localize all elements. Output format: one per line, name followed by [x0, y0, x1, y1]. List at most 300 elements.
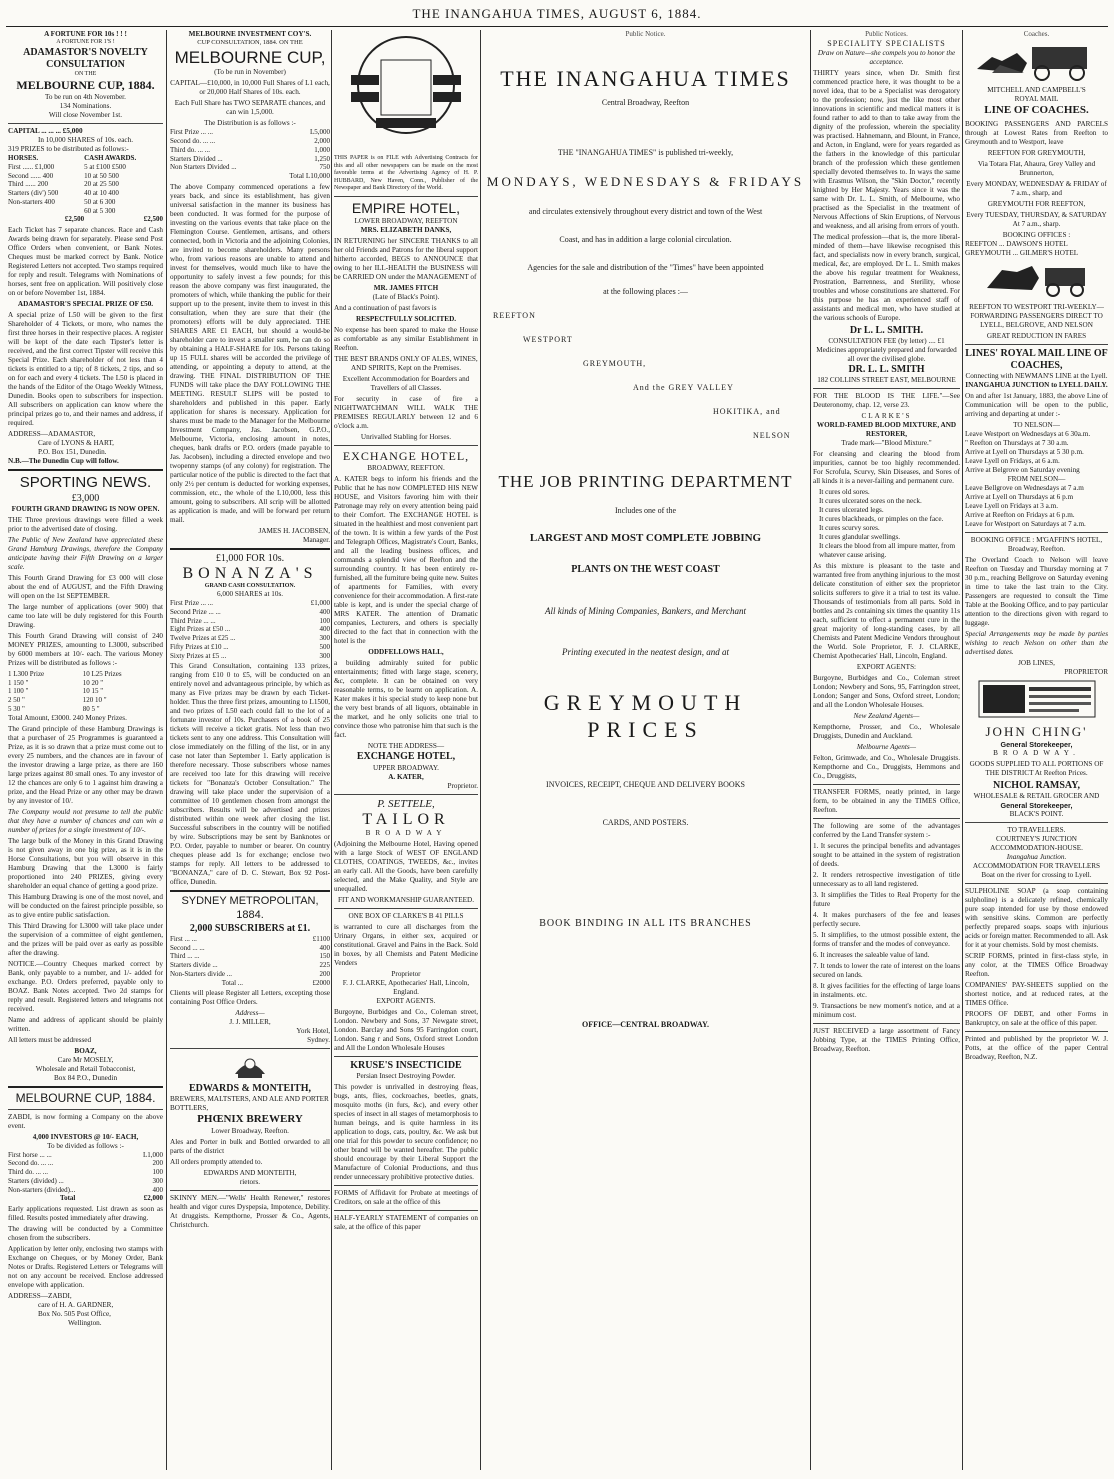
bonanza-sub: GRAND CASH CONSULTATION.: [204, 582, 296, 589]
best-brands: THE BEST BRANDS ONLY OF ALES, WINES, AND SPIRITS, Kept on the Premises.: [334, 355, 478, 372]
clarke-proprietor: Proprietor: [391, 969, 421, 978]
prize-cell: [8, 207, 84, 216]
place-nelson: NELSON: [753, 430, 791, 440]
mitchell-campbell: MITCHELL AND CAMPBELL'S: [987, 85, 1086, 94]
column-divider: [166, 30, 167, 1470]
column-6: [965, 30, 1108, 1470]
overland-coach: The Overland Coach to Nelson will leave Reefton on Tuesday and Thursday morning at 7 30 p.m., reaching Bellgrove on Saturday evening in time to take the last train to the City. Passengers are requested to consult the Time Table at the Booking Office, and to pay particular attention to the directions given with regard to luggage.: [965, 555, 1108, 627]
inangahua-junction: Inangahua Junction.: [1006, 853, 1067, 862]
boaz-name: BOAZ,: [74, 1046, 97, 1055]
dist-cell: Starters Divided ...: [170, 154, 223, 163]
column-5: [813, 30, 960, 1470]
just-received: JUST RECEIVED a large assortment of Fancy Jobbing Type, at the TIMES Printing Office, Broadway, Reefton.: [813, 1026, 960, 1053]
cure-item: It clears the blood from all impure matter, from whatever cause arising.: [819, 541, 956, 559]
connecting-note: Connecting with NEWMAN'S LINE at the Lyell.: [965, 371, 1108, 380]
syd-total: £2000: [312, 978, 330, 987]
nominations: 134 Nominations.: [59, 102, 112, 110]
times-title: THE INANGAHUA TIMES: [500, 65, 791, 91]
syd-cell: 225: [319, 961, 330, 970]
office-address: OFFICE—CENTRAL BROADWAY.: [582, 1020, 709, 1029]
line-of-coaches: LINE OF COACHES.: [984, 103, 1089, 116]
agencies: Agencies for the sale and distribution of the "Times" have been appointed: [527, 262, 764, 272]
dist-cell: 1,000: [314, 145, 330, 154]
syd-cell: Second ... ...: [170, 943, 205, 952]
column-divider: [810, 30, 811, 1470]
zabdi-address: Wellington.: [68, 1319, 102, 1327]
booking-offices: BOOKING OFFICES :: [1002, 230, 1071, 239]
column-2: [170, 30, 330, 1470]
great-reduction: GREAT REDUCTION IN FARES: [986, 331, 1087, 340]
schedule-item: Arrive at Lyell on Thursdays at 6 p.m: [965, 492, 1074, 501]
bon-cell: 300: [319, 634, 330, 643]
bonanza-shares: 6,000 SHARES at 10s.: [216, 590, 284, 599]
cure-item: It cures blackheads, or pimples on the face.: [819, 514, 944, 523]
run-note: (To be run in November): [214, 68, 286, 77]
advantage-item: 1. It secures the principal benefits and advantages sought to be attained in the system of registration of deeds.: [813, 841, 960, 868]
prize-total: Total: [60, 1194, 76, 1203]
royal-mail: ROYAL MAIL: [1014, 94, 1059, 103]
public-notice-tag: Public Notice.: [625, 30, 666, 38]
masthead: THE INANGAHUA TIMES, AUGUST 6, 1884.: [412, 6, 702, 21]
exchange-hotel-repeat: EXCHANGE HOTEL,: [356, 751, 456, 762]
syd-cell: Third ... ...: [170, 952, 200, 961]
boat-note: Boat on the river for crossing to Lyell.: [981, 871, 1092, 880]
cure-item: It cures scurvy sores.: [819, 523, 880, 532]
zabdi-intro: ZABDI, is now forming a Company on the above event.: [8, 1112, 163, 1130]
prize-cell: 1 100 ": [8, 687, 29, 696]
sporting-paragraph: THE Three previous drawings were filled a week prior to the advertised date of closing.: [8, 515, 163, 533]
bon-cell: Third Prize ... ...: [170, 616, 216, 625]
adamastor-title: ADAMASTOR'S NOVELTY CONSULTATION: [23, 46, 148, 70]
nz-agents: New Zealand Agents—: [853, 711, 920, 720]
transfer-forms: TRANSFER FORMS, neatly printed, in large form, to be obtained in any the TIMES Office, Reefton.: [813, 787, 960, 814]
zabdi-heading: MELBOURNE CUP, 1884.: [15, 1090, 156, 1105]
melbourne-cup-heading: MELBOURNE CUP, 1884.: [16, 78, 155, 92]
column-divider: [480, 30, 481, 1470]
job-lines: JOB LINES,: [1018, 658, 1055, 667]
signature-title: Manager.: [303, 536, 330, 545]
consultation-note: Medicines appropriately prepared and forwarded all over the civilised globe.: [816, 345, 957, 363]
prize-cell: 120 10 ": [82, 696, 107, 704]
settele-name: P. SETTELE,: [377, 797, 435, 810]
dr-smith-name: Dr L. L. SMITH.: [849, 324, 924, 336]
investment-body: The above Company commenced operations a few years back, and since its establishment, has given universal satisfaction in the manner its business has been conducted. It was formed for the purpose of investing on the various events that take place on the Flemington Course. Gentlemen, artisans, and others connected, both in Victoria and the adjoining Colonies, are invited to become shareholders. Many persons who, from various reasons are unable to attend and invest for themselves, would much like to have the opportunity to safely invest a few pounds; for this reason the above company was first inaugurated, the promoters of which, while thanking the public for their support up to the present, invite them to invest in this consultation, when they are sure that their (the promoters) efforts will be duly appreciated. THE SHARES ARE £1 EACH, but should a would-be shareholder care to invest a smaller sum, he can do so by obtaining a HALF-SHARE for 10s. Persons taking up 15 FULL shares will be accorded the privilege of attending, or appointing a deputy to attend, at the drawing. THE FINAL DISTRIBUTION OF THE FUNDS will take place the DAY FOLLOWING THE MEETING. RESULT SLIPS will be posted to shareholders and published in this paper. Early application for shares is necessary. Application for shares must be made to the Manager for the Melbourne Investment Company, Jas. Jacobsen, G.P.O., Melbourne, Victoria, enclosing amount in notes, cheques, bank drafts or P.O. orders (made payable to Jas. Jacobsen), including a directed envelope and two twopenny stamps (of any colony) for registration. The particular notice of the public is directed to the fact that only 2½ per centum is deducted for working expenses, commission, etc., the whole of the L10,000, less this amount, going to subscribers. All scrip will be allotted as application is made, and will be forward per return mail.: [170, 183, 330, 525]
tailor-heading: TAILOR: [362, 811, 450, 829]
bon-cell: Eight Prizes at £50 ...: [170, 625, 231, 634]
prize-cell: Third do. ... ...: [8, 1168, 49, 1176]
cure-item: It cures old sores.: [819, 487, 870, 496]
prize-cell: Second ...... 400: [8, 171, 54, 180]
export-list: Burgoyne, Burbidges and Co., Coleman street, London. Newbery and Sons, 37 Newgate street, London. Barclay and Sons 95 Farringdon court, London. Sang r and Sons, Oxford street London and All the London Wholesale Houses: [334, 1007, 478, 1052]
reefton-westport: REEFTON TO WESTPORT TRI-WEEKLY—FORWARDING PASSENGERS DIRECT TO LYELL, BELGROVE, AND NELSON: [969, 302, 1104, 329]
sporting-paragraph: All letters must be addressed: [8, 1035, 92, 1044]
boaz-address: Wholesale and Retail Tobacconist,: [35, 1064, 136, 1073]
schedule-item: Leave for Westport on Saturdays at 7 a.m.: [965, 519, 1086, 528]
on-after-note: On and after 1st January, 1883, the above Line of Communication will be open to the public, arriving and departing at under :-: [965, 391, 1108, 418]
largest-jobbing: LARGEST AND MOST COMPLETE JOBBING: [529, 531, 762, 544]
empire-hotel-title: EMPIRE HOTEL,: [351, 199, 461, 216]
kater-name: A. KATER,: [388, 772, 424, 781]
all-kinds: All kinds of Mining Companies, Bankers, and Merchant: [545, 606, 746, 616]
address-line: ADDRESS—ADAMASTOR,: [8, 430, 96, 438]
sydney-address: Sydney.: [307, 1036, 330, 1045]
place-westport: WESTPORT: [523, 334, 573, 344]
advantage-item: 6. It increases the saleable value of land.: [813, 950, 930, 959]
clarkes-heading: CLARKE'S: [861, 411, 912, 420]
settele-body: (Adjoining the Melbourne Hotel, Having opened with a large Stock of WEST OF ENGLAND CLOTHS, COATINGS, TWEEDS, &c., invites an early call. All the Goods, have been carefully selected, and the Make Quality, and Style are unequalled.: [334, 839, 478, 893]
crest-icon: [170, 1052, 330, 1083]
general-storekeeper-2: General Storekeeper,: [1000, 801, 1073, 811]
prize-cell: 20 at 25 500: [84, 180, 119, 189]
printing-executed: Printing executed in the neatest design, and at: [562, 647, 729, 658]
prize-cell: 2 50 ": [8, 696, 25, 704]
coaches-tag: Coaches.: [1023, 30, 1050, 38]
judicious-advertising-small-emblem: [965, 677, 1108, 724]
fourth-drawing: FOURTH GRAND DRAWING IS NOW OPEN.: [11, 504, 160, 513]
melbourne-agents-list: Felton, Grimwade, and Co., Wholesale Druggists. Kempthorne and Co., Druggists, Hemmons and Co., Druggists,: [813, 753, 960, 780]
masthead-rule: [6, 26, 1108, 27]
note-address: NOTE THE ADDRESS—: [367, 742, 445, 750]
blood-mixture-title: WORLD-FAMED BLOOD MIXTURE, AND RESTORER,: [816, 420, 957, 438]
empire-body: No expense has been spared to make the House as comfortable as any similar Establishment in Reefton.: [334, 326, 478, 352]
bon-cell: 300: [319, 651, 330, 660]
syd-total: Total ...: [221, 978, 244, 987]
bon-cell: Sixty Prizes at £5 ...: [170, 651, 227, 660]
boaz-address: Care Mr MOSELY,: [57, 1055, 114, 1064]
sporting-paragraph: The Grand principle of these Hamburg Drawings is that a purchaser of 25 Programmes is guaranteed a Prize, as it is so drawn that a prize must come out to every 25 numbers, and the chances are in favour of the investor drawing a large prize, as there are 160 large prizes against 80 small ones. To any investor of 12 the chances are only 6 to 1 against him drawing a prize, and the Head Prize or any other may be drawn by any investor of 10/.: [8, 724, 163, 805]
clarke-pills-body: is warranted to cure all discharges from the Urinary Organs, in either sex, acquired or constitutional. Gravel and Pains in the Back. Sold in boxes, by all Chemists and Patent Medicine Venders: [334, 922, 478, 967]
syd-cell: Non-Starters divide ...: [170, 969, 233, 978]
phoenix-location: Lower Broadway, Reefton.: [211, 1127, 289, 1136]
clarke-name: F. J. CLARKE, Apothecaries' Hall, Lincoln, England.: [342, 978, 470, 996]
fitch-name: MR. JAMES FITCH: [373, 284, 439, 292]
kruse-sub: Persian Insect Destroying Powder.: [356, 1071, 456, 1080]
cure-item: It cures glandular swellings.: [819, 532, 901, 541]
coach-illustration-icon: [965, 39, 1108, 86]
cures-list: [813, 488, 960, 560]
dist-cell: L5,000: [309, 128, 330, 137]
keystone-emblem-icon: [341, 30, 471, 150]
sporting-paragraph: The large number of applications (over 900) that came too late will be duly registered for this Fourth Drawing.: [8, 602, 163, 629]
prize-cell: 50 at 6 300: [84, 197, 116, 206]
empire-location: LOWER BROADWAY, REEFTON: [354, 217, 458, 225]
job-proprietor: PROPRIETOR: [1064, 667, 1108, 676]
reefton-greymouth: REEFTON FOR GREYMOUTH,: [987, 148, 1086, 157]
prize-cell: 10 L25 Prizes: [82, 669, 122, 678]
zabdi-address: Box No. 505 Post Office,: [38, 1310, 111, 1318]
bonanza-table: [170, 599, 330, 660]
sporting-paragraph: The Company would not presume to tell the public that they have a number of chances and can win a number of prizes for a single investment of 10/-.: [8, 807, 163, 834]
includes-one: Includes one of the: [614, 505, 677, 515]
fitch-sub: (Late of Black's Point).: [372, 293, 440, 301]
blood-quote: FOR THE BLOOD IS THE LIFE."—See Deuteronomy, chap. 12, verse 23.: [813, 391, 960, 409]
wholesale-grocer: WHOLESALE & RETAIL GROCER AND: [973, 792, 1100, 801]
public-notices-tag: Public Notices.: [865, 30, 908, 38]
sporting-paragraph: The Public of New Zealand have appreciated these Grand Hamburg Drawings, therefore the Company anticipate having their Fifth Drawing on a larger scale.: [8, 535, 163, 571]
syd-cell: £1100: [312, 934, 330, 943]
prizes-head-horses: HORSES.: [8, 154, 39, 162]
greymouth-reefton: GREYMOUTH FOR REEFTON,: [987, 199, 1086, 208]
address-line: P.O. Box 151, Dunedin.: [38, 448, 107, 456]
special-prize-heading: ADAMASTOR'S SPECIAL PRIZE OF £50.: [17, 300, 154, 308]
john-ching: JOHN CHING': [985, 723, 1088, 739]
share-chances: Each Full Share has TWO SEPARATE chances, and can win 1,5,000.: [174, 99, 326, 117]
dist-cell: First Prize ... ...: [170, 128, 213, 137]
capital-line: CAPITAL ... ... ... £5,000: [8, 127, 83, 135]
advantage-item: 9. Transactions be new moment's notice, and at a minimum cost.: [813, 1001, 960, 1019]
prize-total: £2,500: [64, 215, 85, 224]
bon-cell: 400: [319, 625, 330, 634]
prize-cell: Non-starters 400: [8, 197, 55, 206]
speciality-body: The medical profession—that is, the more liberal-minded of them—have likewise recognised this fact, and specialists now in every branch, surgical, medical, &c, are employed. Dr L. L. Smith makes the above his regular treatment for Weakness, Prostration, Barrenness, and Sterility, whose troubles and whose constitutions are shattered. For this purpose he has an experienced staff of assistants and medical men, who have studied at the various schools of Europe.: [813, 232, 960, 322]
bon-cell: £1,000: [310, 599, 330, 608]
investment-sub: CUP CONSULTATION, 1884. ON THE: [197, 39, 303, 46]
prizes-head-cash: CASH AWARDS.: [84, 154, 137, 162]
special-prize-body: A special prize of L50 will be given to the first Shareholder of 4 Tickets, or more, who names the first three horses in their respective places. A register will be kept of the date each Tipster's letter is received, and the first correct Tipster will receive this Special Prize. Each shareholder of not less than 4 tickets is entitled to a tip; of 8 tickets, 2 tips, and so on for each and every 4 tickets. The L50 is placed in the hands of the Editor of the Otago Weekly Witness, Dunedin. Books open to subscribers for inspection. All subscribers on application can know where the principal prizes go to, and their names and address, if required.: [8, 311, 163, 427]
oddfellows-hall: ODDFELLOWS HALL,: [368, 648, 444, 656]
column-divider: [962, 30, 963, 1470]
bon-cell: Fifty Prizes at £10 ...: [170, 642, 229, 651]
blacks-point: BLACK'S POINT.: [1009, 810, 1064, 819]
nb-note: N.B.—The Dunedin Cup will follow.: [8, 457, 119, 465]
dist-cell: Non Starters Divided ...: [170, 163, 237, 172]
run-date: To be run on 4th November.: [45, 93, 126, 101]
goods-supplied: GOODS SUPPLIED TO ALL PORTIONS OF THE DISTRICT At Reefton Prices.: [969, 759, 1104, 777]
edwards-brewers: BREWERS, MALTSTERS, AND ALE AND PORTER BOTTLERS,: [170, 1095, 329, 1113]
consultation-fee: CONSULTATION FEE (by letter) .... £1: [828, 336, 945, 345]
schedule-item: Leave Lyell on Fridays at 3 a.m.: [965, 501, 1059, 510]
office-item: REEFTON ... DAWSON'S HOTEL: [965, 239, 1068, 248]
clarke-pills-heading: ONE BOX OF CLARKE'S B 41 PILLS: [348, 911, 464, 920]
dist-cell: 2,000: [314, 137, 330, 146]
booking-office: BOOKING OFFICE : M'GAFFIN'S HOTEL, Broadway, Reefton.: [970, 535, 1103, 553]
prize-cell: 60 at 5 300: [84, 206, 116, 215]
fortune-subheading: A FORTUNE FOR 1'S !: [56, 39, 115, 45]
zabdi-prizes: [8, 1151, 163, 1204]
bon-cell: Twelve Prizes at £25 ...: [170, 634, 236, 643]
prize-cell: 5 at £100 £500: [84, 162, 126, 171]
place-reefton: REEFTON: [493, 310, 536, 320]
dr-smith-address: 182 COLLINS STREET EAST, MELBOURNE: [817, 375, 956, 384]
special-arrangements: Special Arrangements may be made by parties wishing to reach Nelson on other than the advertised dates.: [965, 629, 1108, 656]
export-agents: EXPORT AGENTS.: [376, 996, 436, 1005]
to-travellers: TO TRAVELLERS.: [1007, 826, 1066, 835]
signature: JAMES H. JACOBSEN,: [258, 527, 330, 536]
capital-paragraph: CAPITAL—£10,000, in 10,000 Full Shares of L1 each, or 20,000 Half Shares of 10s. each.: [170, 79, 330, 97]
syd-cell: Starters divide ...: [170, 961, 218, 970]
broadway: BROADWAY.: [993, 748, 1080, 757]
fortune-heading: A FORTUNE FOR 10s ! ! !: [44, 30, 127, 38]
advantage-item: 8. It gives facilities for the effecting of large loans in instalments. etc.: [813, 981, 960, 999]
melbourne-cup-title: MELBOURNE CUP,: [174, 48, 326, 68]
sydney-body: Clients will please Register all Letters, excepting those containing Post Office Orders.: [170, 989, 330, 1007]
skinny-men-ad: SKINNY MEN.—"Wells' Health Renewer," restores health and vigor cures Dyspepsia, Impotence, Debility. At druggists. Kempthorne, Prosser & Co., Agents, Christchurch.: [170, 1194, 330, 1230]
proprietor: Proprietor.: [447, 781, 478, 790]
dr-smith-name: DR. L. L. SMITH: [848, 363, 925, 375]
zabdi-paragraph: The drawing will be conducted by a Committee chosen from the subscribers.: [8, 1225, 163, 1242]
sydney-address: York Hotel,: [296, 1027, 330, 1036]
advantage-item: 7. It tends to lower the rate of interest on the loans secured on lands.: [813, 961, 960, 979]
oddfellows-body: a building admirably suited for public entertainments; fitted with large stage, scenery, &c, complete. It can be obtained on very reasonable terms, to be learnt on application. A. Kater makes it his special study to keep none but the very best brands of all liquors, obtainable in the market, and he only solicits one trial to convince those who patronise him that such is the fact.: [334, 659, 478, 739]
export-agents-list: Burgoyne, Burbidges and Co., Coleman street London; Newbery and Sons, 95, Farringdon street, London; Sanger and Sons, Oxford street, London; and all the London Wholesale Houses.: [813, 673, 960, 709]
greymouth-prices: GREYMOUTH PRICES: [543, 689, 748, 742]
prize-cell: Non-starters (divided)...: [8, 1185, 76, 1194]
sporting-paragraph: The large bulk of the Money in this Grand Drawing is not given away in one big prize, as it is in the Horse Consultations, but you will observe in this Hamburg Drawing that the L3000 is fairly proportioned into 240 PRIZES, giving every shareholder an equal chance of getting a good prize.: [8, 836, 163, 890]
sporting-paragraph: NOTICE.—Country Cheques marked correct by Bank, only payable to a number, and 1/- added for exchange. P.O. Orders preferred, payable only to BOAZ. Bank Notes accepted. Two 2d stamps for reply and result. Registered letters and telegrams not received.: [8, 959, 163, 1013]
bon-cell: First Prize ... ...: [170, 599, 213, 608]
judicious-text: THIS PAPER is on FILE with Advertising Contracts for this and all other newspapers can be made on the most favorable terms at the Advertising Agency of H. P. HUBBARD, New Haven, Conn., Publisher of the Newspaper and Bank Directory of the World.: [334, 155, 478, 191]
junction-daily: INANGAHUA JUNCTION to LYELL DAILY.: [965, 380, 1108, 389]
advantage-item: 3. It simplifies the Titles to Real Property for the future: [813, 890, 960, 908]
job-printing-title: THE JOB PRINTING DEPARTMENT: [498, 471, 793, 491]
prize-cell: 100: [152, 1168, 163, 1176]
phoenix-brewery: PHŒNIX BREWERY: [197, 1113, 303, 1126]
nichol-ramsay: NICHOL RAMSAY,: [992, 779, 1081, 791]
sporting-paragraph: This Hamburg Drawing is one of the most novel, and will be conducted on the fairest principle possible, so as to give entire public satisfaction.: [8, 892, 163, 919]
column-1: [8, 30, 163, 1470]
judicious-advertising-emblem: [334, 30, 478, 153]
bon-cell: Second Prize ... ...: [170, 607, 221, 616]
advantages-list: [813, 842, 960, 1020]
from-nelson: FROM NELSON—: [1007, 474, 1066, 483]
schedule-item: Arrive at Reefton on Fridays at 6 p.m.: [965, 510, 1075, 519]
dist-cell: Third do. ... ...: [170, 145, 211, 154]
melbourne-agents: Melbourne Agents—: [856, 742, 917, 751]
prize-cell: 5 30 ": [8, 704, 25, 713]
advantage-item: 4. It makes purchasers of the fee and leases perfectly secure.: [813, 910, 960, 928]
zabdi-address: ADDRESS—ZABDI,: [8, 1292, 72, 1300]
prize-cell: L1,000: [142, 1150, 163, 1159]
kruse-body: This powder is unrivalled in destroying fleas, bugs, ants, flies, cockroaches, beetles, gnats, mosquito moths (in furs, &c), and every other species of insect in all stages of metamorphosis to human beings, and is quite harmless in its application to dogs, cats, poultry, &c. We ask but one trial for this powder to secure confidence; no other brand will be wanted hereafter. The public should encourage by their Liberal Support the Manufacture of Colonial Productions, and thus render unnecessary prohibitive protective duties.: [334, 1082, 478, 1181]
lines-royal-mail: LINES' ROYAL MAIL LINE OF COACHES,: [965, 347, 1108, 371]
prize-cell: 10 15 ": [82, 687, 104, 696]
sporting-prizes-table: [8, 670, 163, 714]
prize-cell: 400: [152, 1185, 163, 1194]
to-nelson: TO NELSON—: [1013, 420, 1060, 429]
schedule-item: Arrive at Belgrove on Saturday evening: [965, 465, 1080, 474]
schedule-line: Every TUESDAY, THURSDAY, & SATURDAY At 7 a.m., sharp.: [966, 210, 1107, 228]
general-storekeeper: General Storekeeper,: [1000, 739, 1073, 749]
broadway: BROADWAY: [365, 828, 447, 837]
cure-item: It cures ulcerated sores on the neck.: [819, 496, 922, 505]
courtney-junction: COURTNEY'S JUNCTION ACCOMMODATION-HOUSE.: [990, 835, 1083, 853]
sporting-paragraph: This Third Drawing for L3000 will take place under the supervision of a committee of eight gentlemen, and the prizes will be paid over as early as possible after the drawing.: [8, 921, 163, 957]
accommodation-travellers: ACCOMMODATION FOR TRAVELLERS: [972, 862, 1101, 871]
column-3: [334, 30, 478, 1470]
prize-cell: Starters (divided) ...: [8, 1176, 64, 1185]
place-greymouth: GREYMOUTH,: [583, 358, 647, 368]
dist-cell: 1,250: [314, 154, 330, 163]
sydney-address: J. J. MILLER,: [229, 1018, 271, 1027]
imprint: Printed and published by the proprietor W. J. Potts, at the office of the paper Central Broadway, Reefton, N.Z.: [965, 1035, 1108, 1062]
prize-cell: 1 150 ": [8, 678, 29, 687]
tri-weekly: THE "INANGAHUA TIMES" is published tri-weekly,: [557, 148, 734, 158]
circulation: Coast, and has in addition a large colonial circulation.: [559, 234, 732, 244]
adamastor-on: ON THE: [74, 70, 97, 77]
invoices-line: INVOICES, RECEIPT, CHEQUE AND DELIVERY BOOKS: [546, 779, 745, 789]
kruse-heading: KRUSE'S INSECTICIDE: [350, 1059, 462, 1071]
stabling: Unrivalled Stabling for Horses.: [360, 433, 452, 441]
schedule-item: Leave Lyell on Fridays, at 6 a.m.: [965, 456, 1060, 465]
dist-cell: Second do. ... ...: [170, 137, 216, 146]
prize-cell: 10 20 ": [82, 678, 104, 687]
half-yearly-ad: HALF-YEARLY STATEMENT of companies on sale, at the office of this paper: [334, 1213, 478, 1231]
zabdi-paragraph: Early applications requested. List drawn as soon as filled. Results posted immediately after drawing.: [8, 1205, 163, 1222]
sporting-total: Total Amount, £3000. 240 Money Prizes.: [8, 713, 127, 722]
prize-cell: 40 at 10 400: [84, 189, 119, 197]
edwards-title: EDWARDS & MONTEITH,: [189, 1083, 311, 1095]
prize-cell: 80 5 ": [82, 704, 100, 713]
prize-cell: Second do. ... ...: [8, 1159, 54, 1168]
zabdi-address: care of H. A. GARDNER,: [38, 1301, 114, 1309]
column-4: [483, 30, 808, 1470]
place-hokitika: HOKITIKA, and: [713, 406, 781, 416]
booking-passengers: BOOKING PASSENGERS AND PARCELS through at Lowest Rates from Reefton to Greymouth and to Westport, leave: [965, 119, 1108, 146]
adamastor-body: Each Ticket has 7 separate chances. Race and Cash Awards being drawn for separately. Please send Post Office Orders when convenient, or Bank Notes. Cheques must be marked correct by Bank. Notice Registered Letters not accepted. Two stamps required for reply and result. Telegrams with Nominations of horses, sent free on application. Will positively close on or before November 1st, 1884.: [8, 226, 163, 297]
trademark: Trade mark—"Blood Mixture.": [841, 438, 932, 447]
advantage-item: 5. It simplifies, to the utmost possible extent, the forms of transfer and the modes of conveyance.: [813, 930, 960, 948]
schedule-item: " Reefton on Thursdays at 7 30 a.m.: [965, 438, 1069, 447]
empire-body: And a continuation of past favors is: [334, 304, 437, 312]
prize-cell: Starters (div') 500: [8, 189, 59, 197]
syd-cell: 400: [319, 943, 330, 952]
investment-heading: MELBOURNE INVESTMENT COY'S.: [188, 30, 312, 38]
security-note: For security in case of fire a NIGHTWATCHMAN WILL WALK THE PREMISES REGULARLY between 12 and 6 o'clock a.m.: [334, 395, 478, 430]
places-intro: at the following places :—: [603, 286, 688, 296]
zabdi-paragraph: Application by letter only, enclosing two stamps with Exchange on Cheques, or by Money Order, Bank Notes or Drafts. Registered Letters or Telegrams will not on any account be received. Enclose addressed envelope with application.: [8, 1245, 163, 1289]
prize-cell: Third ...... 200: [8, 180, 49, 189]
empire-body: IN RETURNING her SINCERE THANKS to all her old Friends and Patrons for the liberal support hitherto accorded, BEGS to ANNOUNCE that owing to her ILL-HEALTH the BUSINESS will be CARRIED ON under the MANAGEMENT of: [334, 237, 478, 281]
edwards-signature: rietors.: [239, 1178, 261, 1187]
office-item: GREYMOUTH ... GILMER'S HOTEL: [965, 248, 1079, 257]
sporting-news-heading: SPORTING NEWS.: [19, 474, 152, 491]
address-line: Care of LYONS & HART,: [38, 439, 114, 447]
excellent-accommodation: Excellent Accommodation for Boarders and Travellers of all Classes.: [342, 375, 470, 392]
times-address: Central Broadway, Reefton: [601, 98, 690, 108]
forms-ad: FORMS of Affidavit for Probate at meetings of Creditors, on sale at the office of this: [334, 1188, 478, 1206]
bonanza-title: BONANZA'S: [182, 565, 318, 583]
close-date: Will close November 1st.: [48, 111, 123, 119]
upper-broadway: UPPER BROADWAY.: [373, 763, 439, 772]
danks-name: MRS. ELIZABETH DANKS,: [360, 226, 452, 234]
nz-agents-list: Kempthorne, Prosser, and Co., Wholesale Druggists, Dunedin and Auckland.: [813, 722, 960, 740]
schedule-line: Every MONDAY, WEDNESDAY & FRIDAY of 7 a.m., sharp, and: [966, 179, 1107, 197]
fit-guarantee: FIT AND WORKMANSHIP GUARANTEED.: [337, 895, 475, 904]
prize-cell: First ...... £1,000: [8, 162, 55, 171]
horse-illustration-icon: [965, 258, 1108, 301]
advantages-intro: The following are some of the advantages conferred by the Land Transfer system :-: [813, 821, 960, 839]
bon-cell: 400: [319, 607, 330, 616]
mixture-body: As this mixture is pleasant to the taste and warranted free from anything injurious to the most delicate constitution of either sex the proprietor solicits sufferers to give it a trial to test its value. Thousands of testimonials from all parts. Sold in bottles and 2s containing six times the quantity 11s each, sufficient to effect a permanent cure in the great majority of long-standing cases, by all Chemists and Patent Medicine Vendors throughout the World. Sole Proprietor, F. J. CLARKE, Chemist Apothecaries' Hall, Lincoln, England.: [813, 561, 960, 660]
edwards-signature: EDWARDS AND MONTEITH,: [203, 1169, 297, 1178]
publication-days: MONDAYS, WEDNESDAYS & FRIDAYS: [486, 174, 805, 190]
distribution-intro: The Distribution is as follows :-: [204, 119, 296, 128]
speciality-heading: SPECIALITY SPECIALISTS: [827, 38, 946, 48]
companies-paysheets: COMPANIES' PAY-SHEETS supplied on the shortest notice, and at reduced rates, at the TIMES Office.: [965, 981, 1108, 1008]
schedule-item: Arrive at Lyell on Thursdays at 5 30 p.m.: [965, 447, 1084, 456]
syd-cell: 150: [319, 952, 330, 961]
prize-cell: 1 L300 Prize: [8, 669, 45, 678]
place-grey-valley: And the GREY VALLEY: [633, 382, 734, 392]
syd-cell: 200: [319, 969, 330, 978]
mixture-body: For cleansing and clearing the blood from impurities, cannot be too highly recommended. For Scrofula, Scurvy, Skin Diseases, and Sores of all kinds it is a never-failing and permanent cure.: [813, 449, 960, 485]
prize-cell: 200: [152, 1159, 163, 1168]
prize-cell: 300: [152, 1176, 163, 1185]
distribution-table: [170, 128, 330, 172]
sporting-amount: £3,000: [71, 492, 100, 504]
scrip-forms: SCRIP FORMS, printed in first-class style, in any color, at the TIMES Office Broadway Reefton.: [965, 952, 1108, 979]
advantage-item: 2. It renders retrospective investigation of title unnecessary as to all land registered.: [813, 870, 960, 888]
